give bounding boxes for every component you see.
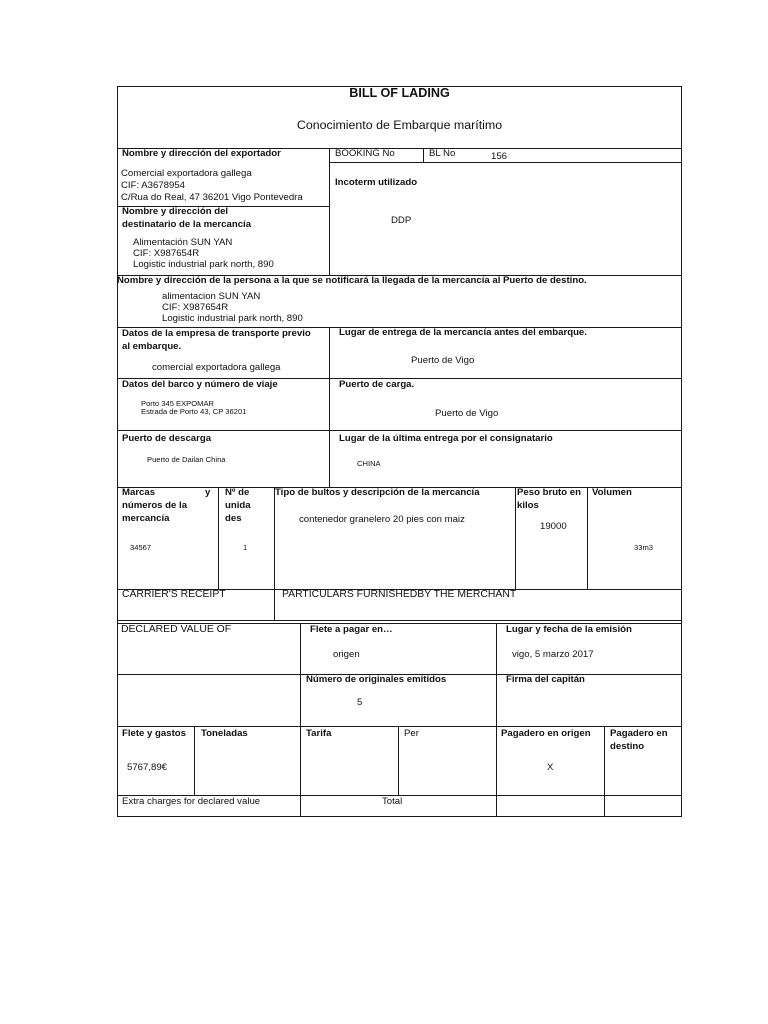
consignee-label: destinatario de la mercancía xyxy=(122,219,252,230)
divider xyxy=(300,726,301,817)
divider xyxy=(300,623,301,726)
bl-label: BL No xyxy=(429,148,456,159)
units-label: unida xyxy=(225,500,251,511)
volume-label: Volumen xyxy=(592,487,632,498)
charges-header-origin: Pagadero en origen xyxy=(501,728,591,739)
consignee-line: Alimentación SUN YAN xyxy=(133,237,233,248)
exporter-line: CIF: A3678954 xyxy=(121,180,186,191)
divider xyxy=(496,726,497,817)
divider xyxy=(117,620,682,621)
total-label: Total xyxy=(382,796,403,807)
last-delivery-label: Lugar de la última entrega por el consignatario xyxy=(339,433,553,444)
incoterm-label: Incoterm utilizado xyxy=(335,177,418,188)
units-label: des xyxy=(225,513,242,524)
port-discharge-value: Puerto de Dailan China xyxy=(147,455,226,464)
last-delivery-value: CHINA xyxy=(357,459,381,468)
notify-line: alimentacion SUN YAN xyxy=(162,291,261,302)
origin-payment-mark: X xyxy=(547,762,554,773)
divider xyxy=(515,487,516,589)
divider xyxy=(274,487,275,620)
delivery-before-value: Puerto de Vigo xyxy=(411,355,475,366)
pre-carrier-label: al embarque. xyxy=(122,341,182,352)
marks-label: y xyxy=(205,487,211,498)
border-left xyxy=(117,86,118,817)
border-right xyxy=(681,86,682,817)
units-value: 1 xyxy=(243,543,248,552)
vessel-line: Estrada de Porto 43, CP 36201 xyxy=(141,407,247,416)
divider xyxy=(117,726,682,727)
divider xyxy=(117,430,682,431)
exporter-label: Nombre y dirección del exportador xyxy=(122,148,281,159)
charges-header-destination: Pagadero en xyxy=(610,728,668,739)
originals-value: 5 xyxy=(357,697,363,708)
carrier-receipt-label: CARRIER'S RECEIPT xyxy=(122,589,226,600)
description-value: contenedor granelero 20 pies con maiz xyxy=(299,514,465,525)
notify-label: Nombre y dirección de la persona a la que se notificará la llegada de la mercancía al Puerto de destino. xyxy=(117,275,587,286)
freight-payable-label: Flete a pagar en… xyxy=(310,624,393,635)
pre-carrier-value: comercial exportadora gallega xyxy=(152,362,281,373)
marks-label: mercancía xyxy=(122,513,170,524)
consignee-line: Logistic industrial park north, 890 xyxy=(133,259,274,270)
divider xyxy=(329,327,330,487)
pre-carrier-label: Datos de la empresa de transporte previo xyxy=(122,328,311,339)
volume-value: 33m3 xyxy=(634,543,653,552)
issue-place-date-value: vigo, 5 marzo 2017 xyxy=(512,649,594,660)
divider xyxy=(194,726,195,795)
originals-label: Número de originales emitidos xyxy=(306,674,447,685)
charges-header-tons: Toneladas xyxy=(201,728,248,739)
document-subtitle: Conocimiento de Embarque marítimo xyxy=(296,118,503,132)
merchant-particulars-label: PARTICULARS FURNISHEDBY THE MERCHANT xyxy=(282,589,517,600)
units-label: Nº de xyxy=(225,487,250,498)
exporter-line: C/Rua do Real, 47 36201 Vigo Pontevedra xyxy=(121,192,303,203)
marks-label: números de la xyxy=(122,500,188,511)
incoterm-value: DDP xyxy=(391,215,412,226)
consignee-label: Nombre y dirección del xyxy=(122,206,229,217)
charges-header-freight: Flete y gastos xyxy=(122,728,186,739)
vessel-line: Porto 345 EXPOMAR xyxy=(141,399,215,408)
declared-value-label: DECLARED VALUE OF xyxy=(121,624,232,635)
port-loading-label: Puerto de carga. xyxy=(339,379,415,390)
description-label: Tipo de bultos y descripción de la mercancía xyxy=(275,487,480,498)
captain-signature-label: Firma del capitán xyxy=(506,674,585,685)
divider xyxy=(398,726,399,795)
notify-line: Logistic industrial park north, 890 xyxy=(162,313,303,324)
marks-label: Marcas xyxy=(122,487,156,498)
divider xyxy=(423,148,424,162)
consignee-line: CIF: X987654R xyxy=(133,248,200,259)
border-bottom xyxy=(117,816,682,817)
vessel-label: Datos del barco y número de viaje xyxy=(122,379,278,390)
booking-label: BOOKING No xyxy=(335,148,395,159)
issue-place-date-label: Lugar y fecha de la emisión xyxy=(506,624,632,635)
weight-label: kilos xyxy=(517,500,539,511)
freight-charges-value: 5767,89€ xyxy=(127,762,168,773)
delivery-before-label: Lugar de entrega de la mercancía antes del embarque. xyxy=(339,327,587,338)
divider xyxy=(604,726,605,817)
divider xyxy=(218,487,219,589)
document-title: BILL OF LADING xyxy=(349,86,450,100)
charges-header-rate: Tarifa xyxy=(306,728,332,739)
exporter-line: Comercial exportadora gallega xyxy=(121,168,252,179)
divider xyxy=(587,487,588,589)
marks-value: 34567 xyxy=(130,543,152,552)
extra-charges-label: Extra charges for declared value xyxy=(122,796,261,807)
bl-number: 156 xyxy=(491,151,508,162)
charges-header-destination: destino xyxy=(610,741,645,752)
port-loading-value: Puerto de Vigo xyxy=(435,408,499,419)
freight-payable-value: origen xyxy=(333,649,360,660)
weight-value: 19000 xyxy=(540,521,567,532)
divider xyxy=(496,623,497,726)
notify-line: CIF: X987654R xyxy=(162,302,229,313)
charges-header-per: Per xyxy=(404,728,419,739)
bill-of-lading xyxy=(117,86,682,817)
weight-label: Peso bruto en xyxy=(517,487,581,498)
divider xyxy=(329,148,330,275)
port-discharge-label: Puerto de descarga xyxy=(122,433,212,444)
